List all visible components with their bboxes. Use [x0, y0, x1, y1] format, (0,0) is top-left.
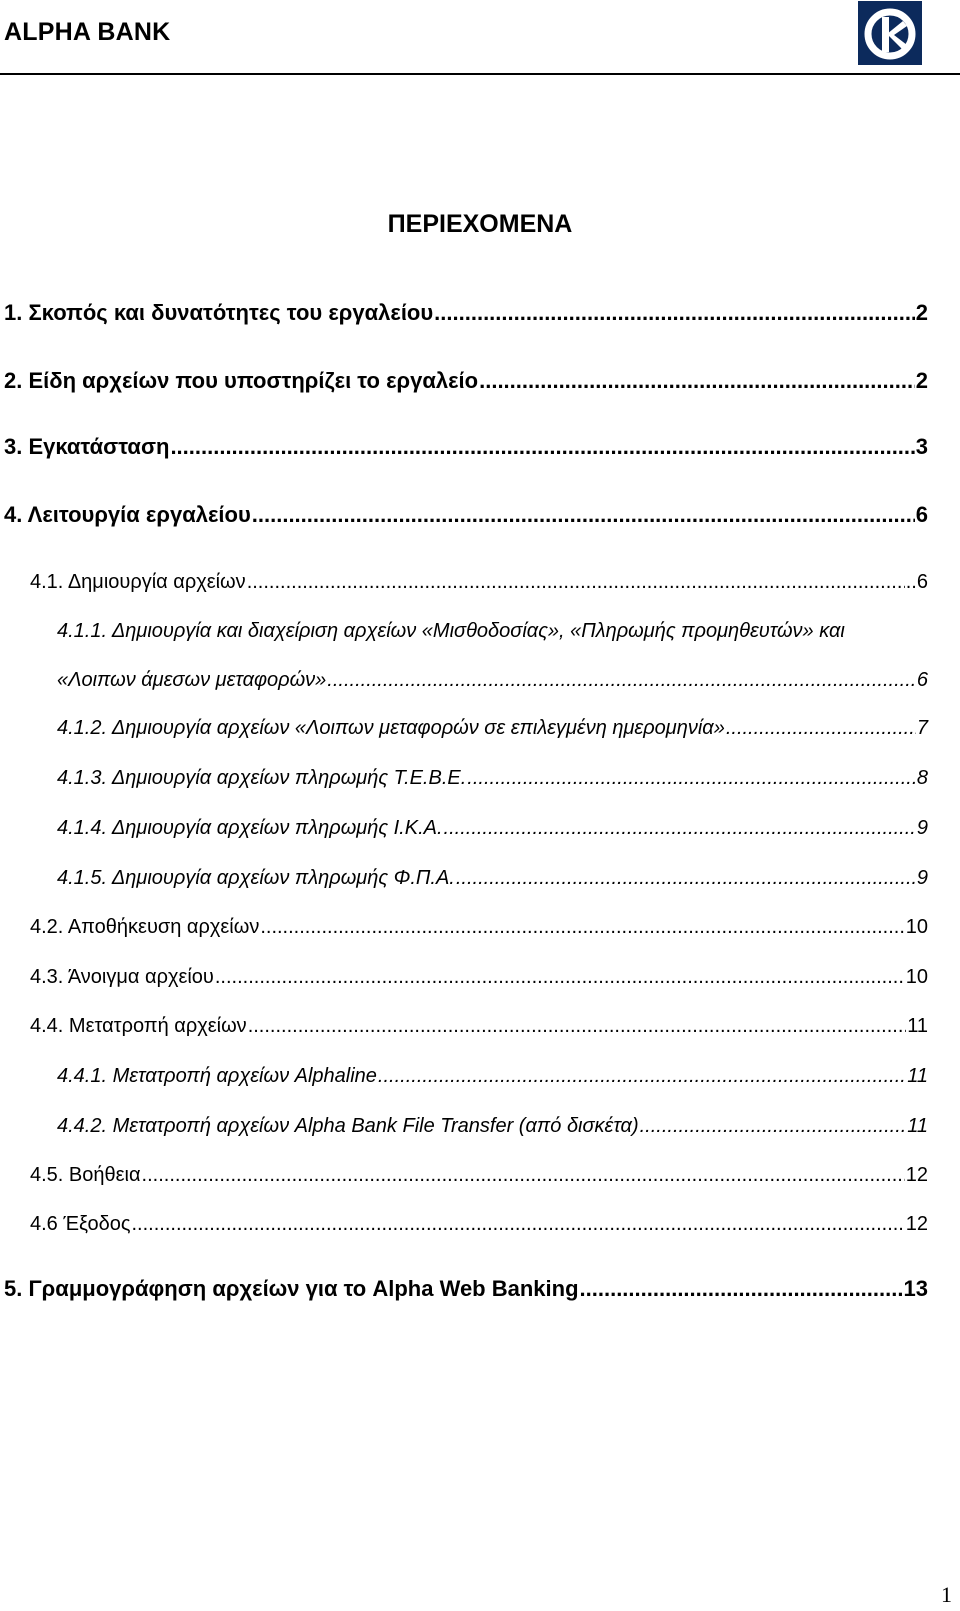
toc-entry-page: 6 [916, 669, 928, 691]
toc-entry-page: 9 [916, 817, 928, 839]
toc-dot-leader [327, 669, 916, 692]
toc-entry[interactable] [57, 1115, 928, 1138]
toc-dot-leader [170, 434, 914, 460]
toc-dot-leader [640, 1115, 907, 1138]
toc-dot-leader [456, 867, 916, 890]
toc-entry-page: 10 [905, 966, 928, 988]
toc-heading: ΠΕΡΙΕΧΟΜΕΝΑ [387, 210, 573, 238]
toc-entry[interactable] [30, 1164, 928, 1187]
toc-entry-title: 2. Είδη αρχείων που υποστηρίζει το εργαλείο [4, 368, 479, 393]
toc-entry-title: 4.1.5. Δημιουργία αρχείων πληρωμής Φ.Π.Α. [57, 867, 455, 889]
toc-entry[interactable] [4, 368, 928, 394]
toc-dot-leader [215, 966, 905, 989]
toc-dot-leader [131, 1213, 904, 1236]
toc-dot-leader [142, 1164, 905, 1187]
header-rule [0, 73, 960, 75]
toc-entry-page: 11 [907, 1065, 928, 1087]
toc-entry-page: 12 [905, 1164, 928, 1186]
toc-entry-title: 4.4.2. Μετατροπή αρχείων Alpha Bank File Transfer (από δισκέτα) [57, 1115, 639, 1137]
toc-entry-title: 4.4.1. Μετατροπή αρχείων Alphaline [57, 1065, 377, 1087]
toc-dot-leader [479, 368, 915, 394]
toc-dot-leader [726, 717, 916, 740]
toc-entry-title: 4.1.2. Δημιουργία αρχείων «Λοιπων μεταφορών σε επιλεγμένη ημερομηνία» [57, 717, 725, 739]
toc-entry-page: 2 [915, 368, 928, 393]
toc-entry[interactable] [30, 1015, 928, 1038]
toc-dot-leader [580, 1276, 903, 1302]
toc-dot-leader [247, 571, 905, 594]
toc-entry-title: 1. Σκοπός και δυνατότητες του εργαλείου [4, 300, 434, 325]
toc-dot-leader [252, 502, 915, 528]
toc-entry-page: 8 [916, 767, 928, 789]
toc-entry[interactable] [4, 1276, 928, 1302]
toc-entry[interactable] [57, 867, 928, 890]
toc-entry-page: ..6 [905, 571, 928, 593]
toc-entry-title: «Λοιπων άμεσων μεταφορών» [57, 669, 327, 691]
toc-entry-page: 3 [915, 434, 928, 459]
toc-entry[interactable] [4, 300, 928, 326]
toc-entry-title: 4.1.3. Δημιουργία αρχείων πληρωμής Τ.Ε.Β.Ε. [57, 767, 467, 789]
toc-entry[interactable] [57, 767, 928, 790]
toc-entry-title: 4.6 Έξοδος [30, 1213, 131, 1235]
toc-entry-page: 11 [907, 1015, 928, 1037]
toc-entry-title: 3. Εγκατάσταση [4, 434, 170, 459]
toc-entry-title: 4.5. Βοήθεια [30, 1164, 141, 1186]
toc-entry-page: 6 [915, 502, 928, 527]
toc-entry-title: 4.1.1. Δημιουργία και διαχείριση αρχείων «Μισθοδοσίας», «Πληρωμής προμηθευτών» και [57, 620, 845, 642]
page-number: 1 [941, 1582, 952, 1607]
toc-entry[interactable] [4, 434, 928, 460]
alpha-bank-logo-icon [858, 1, 922, 65]
toc-dot-leader [444, 817, 916, 840]
toc-entry[interactable] [57, 717, 928, 740]
toc-entry[interactable] [30, 571, 928, 594]
toc-dot-leader [434, 300, 915, 326]
toc-entry-title: 4. Λειτουργία εργαλείου [4, 502, 251, 527]
toc-entry-page: 7 [916, 717, 928, 739]
toc-entry-title: 4.1.4. Δημιουργία αρχείων πληρωμής Ι.Κ.Α. [57, 817, 443, 839]
toc-entry-page: 10 [905, 916, 928, 938]
toc-entry-title: 4.1. Δημιουργία αρχείων [30, 571, 246, 593]
toc-entry[interactable] [57, 620, 928, 643]
toc-entry[interactable] [4, 502, 928, 528]
toc-entry-page: 2 [915, 300, 928, 325]
toc-entry-title: 5. Γραμμογράφηση αρχείων για το Alpha Web Banking [4, 1276, 579, 1301]
toc-entry-continuation[interactable] [57, 669, 928, 692]
toc-dot-leader [248, 1015, 907, 1038]
toc-entry[interactable] [30, 916, 928, 939]
toc-entry[interactable] [30, 966, 928, 989]
toc-entry-page: 9 [916, 867, 928, 889]
toc-dot-leader [260, 916, 904, 939]
toc-entry[interactable] [57, 817, 928, 840]
toc-entry-page: 13 [903, 1276, 928, 1301]
toc-entry[interactable] [30, 1213, 928, 1236]
toc-dot-leader [467, 767, 916, 790]
toc-entry-title: 4.2. Αποθήκευση αρχείων [30, 916, 260, 938]
toc-entry-page: 12 [905, 1213, 928, 1235]
toc-entry-page: 11 [907, 1115, 928, 1137]
toc-entry[interactable] [57, 1065, 928, 1088]
toc-entry-title: 4.4. Μετατροπή αρχείων [30, 1015, 247, 1037]
toc-entry-title: 4.3. Άνοιγμα αρχείου [30, 966, 214, 988]
toc-dot-leader [378, 1065, 906, 1088]
header-title: ALPHA BANK [4, 18, 171, 46]
